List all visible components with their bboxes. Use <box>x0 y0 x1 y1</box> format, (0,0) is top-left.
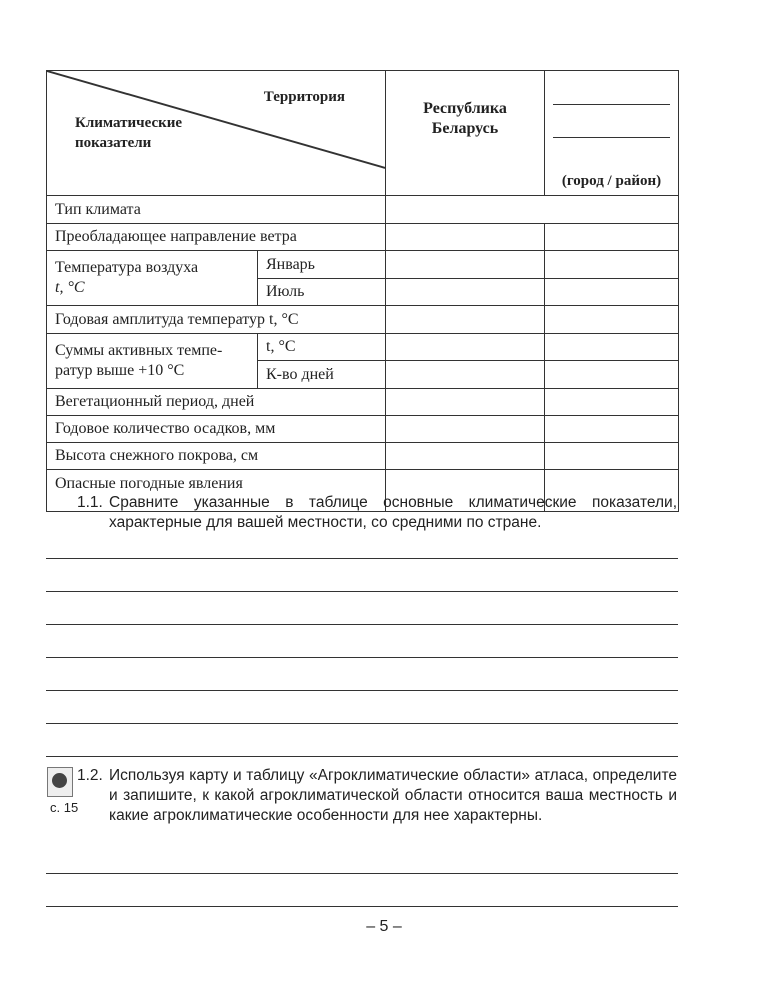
answer-line[interactable] <box>46 690 678 691</box>
answer-cell[interactable] <box>386 361 545 389</box>
table-row: К-во дней <box>47 361 679 389</box>
question-1-1: 1.1. Сравните указанные в таблице основные климатические показатели, характерные для вашей местности, со средними по стране. <box>77 494 677 531</box>
answer-line[interactable] <box>46 873 678 874</box>
table-row: Высота снежного покрова, см <box>47 443 679 470</box>
table-row: Июль <box>47 279 679 306</box>
answer-cell[interactable] <box>545 224 679 251</box>
table-row: Преобладающее направление ветра <box>47 224 679 251</box>
territory-label: Территория <box>263 89 345 105</box>
table-row: Опасные погодные явления <box>47 470 679 512</box>
answer-cell[interactable] <box>386 251 545 279</box>
table-row: Температура воздуха t, °C Январь <box>47 251 679 279</box>
answer-line[interactable] <box>46 591 678 592</box>
republic-header: Республика Беларусь <box>386 71 545 196</box>
page-number: – 5 – <box>366 918 402 935</box>
city-header[interactable]: (город / район) <box>545 71 679 196</box>
answer-cell[interactable] <box>386 443 545 470</box>
answer-cell[interactable] <box>545 443 679 470</box>
answer-cell[interactable] <box>386 416 545 443</box>
answer-cell[interactable] <box>386 306 545 334</box>
answer-cell[interactable] <box>545 306 679 334</box>
answer-cell[interactable] <box>545 279 679 306</box>
table-row: Тип климата <box>47 196 679 224</box>
answer-cell[interactable] <box>545 251 679 279</box>
question-1-2: 1.2. Используя карту и таблицу «Агроклиматические области» атласа, определите и запишите, к какой агроклиматической области относится ваша местность и какие агроклиматические особенности для нее характерны. <box>77 767 677 824</box>
answer-cell[interactable] <box>386 334 545 361</box>
answer-line[interactable] <box>46 624 678 625</box>
answer-cell[interactable] <box>386 389 545 416</box>
answer-line[interactable] <box>46 906 678 907</box>
atlas-icon <box>47 767 73 797</box>
climate-table <box>46 70 679 512</box>
answer-cell[interactable] <box>386 279 545 306</box>
answer-cell[interactable] <box>545 361 679 389</box>
answer-cell[interactable] <box>545 416 679 443</box>
table-row: Годовое количество осадков, мм <box>47 416 679 443</box>
indicators-label: Климатические показатели <box>75 115 183 151</box>
table-row: Вегетационный период, дней <box>47 389 679 416</box>
answer-line[interactable] <box>46 657 678 658</box>
table-row: Суммы активных темпе- ратур выше +10 °C t, °C <box>47 334 679 361</box>
answer-line[interactable] <box>46 723 678 724</box>
atlas-page-ref: с. 15 <box>50 800 79 815</box>
answer-cell[interactable] <box>386 196 679 224</box>
header-diagonal-cell <box>47 71 386 196</box>
answer-cell[interactable] <box>545 334 679 361</box>
answer-line[interactable] <box>46 756 678 757</box>
table-row: Годовая амплитуда температур t, °C <box>47 306 679 334</box>
answer-cell[interactable] <box>386 224 545 251</box>
answer-line[interactable] <box>46 558 678 559</box>
answer-cell[interactable] <box>545 389 679 416</box>
